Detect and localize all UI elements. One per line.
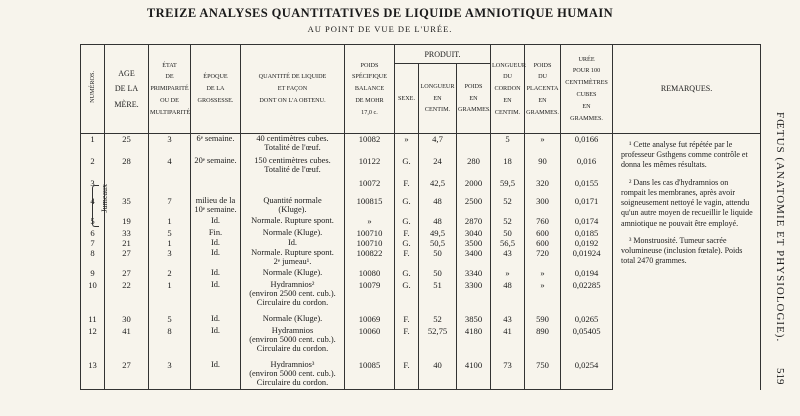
header-line: DE LA <box>206 85 225 93</box>
cell-longueur: 4,7 <box>419 134 457 156</box>
cell-etat <box>149 178 191 196</box>
header-line: DU <box>503 73 512 81</box>
header-line: DE MOHR <box>355 96 384 104</box>
header-line: QUANTITÉ DE LIQUIDE <box>258 73 327 81</box>
cell-poids: 10082 <box>345 134 395 156</box>
header-line: EN <box>469 94 478 102</box>
cell-sexe: G. <box>395 268 419 280</box>
cell-num: 1 <box>81 134 105 156</box>
cell-poids-gr: 3500 <box>457 238 491 248</box>
header-etat <box>149 45 191 134</box>
cell-etat: 3 <box>149 360 191 390</box>
cell-poids: 10122 <box>345 156 395 178</box>
cell-cordon: 52 <box>491 216 525 228</box>
cell-placenta: 890 <box>525 326 561 360</box>
remark-note: ¹ Cette analyse fut répétée par le professeur Gsthgens comme contrôle et donna les mêmes résultats. <box>621 140 748 170</box>
header-line: DE <box>165 73 174 81</box>
cell-poids: » <box>345 216 395 228</box>
header-line: LONGUEUR <box>492 61 527 69</box>
header-line: AGE <box>118 69 135 79</box>
cell-age: 28 <box>105 156 149 178</box>
cell-epoque: Fin. <box>191 228 241 238</box>
cell-quantite: Quantité normale (Kluge). <box>241 196 345 216</box>
cell-cordon: » <box>491 268 525 280</box>
cell-poids-gr: 3400 <box>457 248 491 268</box>
cell-cordon: 43 <box>491 314 525 326</box>
cell-etat: 1 <box>149 238 191 248</box>
header-quantite <box>241 45 345 134</box>
table-body <box>81 134 761 390</box>
cell-uree: 0,02285 <box>561 280 613 314</box>
header-line: POIDS <box>533 61 552 69</box>
cell-quantite: 40 centimètres cubes. Totalité de l'œuf. <box>241 134 345 156</box>
cell-poids-gr: 4100 <box>457 360 491 390</box>
cell-longueur: 40 <box>419 360 457 390</box>
header-poids <box>345 45 395 134</box>
cell-cordon: 41 <box>491 326 525 360</box>
cell-sexe: F. <box>395 314 419 326</box>
twins-label: Jumeaux <box>100 184 109 213</box>
header-line: ÉTAT <box>162 61 177 69</box>
cell-sexe: G. <box>395 238 419 248</box>
cell-sexe: F. <box>395 248 419 268</box>
cell-cordon: 59,5 <box>491 178 525 196</box>
cell-placenta: 90 <box>525 156 561 178</box>
cell-epoque: milieu de la 10ᵉ semaine. <box>191 196 241 216</box>
cell-age: 22 <box>105 280 149 314</box>
cell-longueur: 51 <box>419 280 457 314</box>
cell-uree: 0,0185 <box>561 228 613 238</box>
header-cordon <box>491 45 525 134</box>
cell-poids: 10080 <box>345 268 395 280</box>
header-line: GRAMMES. <box>570 114 603 122</box>
cell-age: 41 <box>105 326 149 360</box>
cell-uree: 0,05405 <box>561 326 613 360</box>
cell-cordon: 43 <box>491 248 525 268</box>
cell-longueur: 52 <box>419 314 457 326</box>
header-line: LONGUEUR <box>420 82 455 90</box>
title-block <box>60 6 700 34</box>
header-line: PLACENTA <box>526 85 559 93</box>
cell-epoque: Id. <box>191 314 241 326</box>
cell-quantite: Hydramnios³ (environ 5000 cent. cub.). Circulaire du cordon. <box>241 360 345 390</box>
cell-uree: 0,0192 <box>561 238 613 248</box>
page-number: 519 <box>774 368 786 385</box>
header-line: CENTIMÈTRES <box>565 79 608 87</box>
header-produit: PRODUIT. <box>395 45 491 64</box>
cell-age: 27 <box>105 360 149 390</box>
header-line: DE LA MÈRE. <box>114 84 139 109</box>
cell-etat: 1 <box>149 216 191 228</box>
cell-cordon: 18 <box>491 156 525 178</box>
cell-etat: 3 <box>149 248 191 268</box>
cell-age: 25 <box>105 134 149 156</box>
cell-epoque: Id. <box>191 248 241 268</box>
cell-uree: 0,0254 <box>561 360 613 390</box>
cell-poids-gr: 3300 <box>457 280 491 314</box>
cell-uree: 0,0194 <box>561 268 613 280</box>
cell-sexe: F. <box>395 228 419 238</box>
cell-longueur: 48 <box>419 216 457 228</box>
cell-etat: 8 <box>149 326 191 360</box>
cell-placenta: 590 <box>525 314 561 326</box>
cell-cordon: 50 <box>491 228 525 238</box>
cell-etat: 1 <box>149 280 191 314</box>
table-row <box>81 134 761 156</box>
cell-epoque: Id. <box>191 360 241 390</box>
cell-poids: 10085 <box>345 360 395 390</box>
cell-longueur: 42,5 <box>419 178 457 196</box>
cell-poids: 100822 <box>345 248 395 268</box>
cell-quantite <box>241 178 345 196</box>
cell-poids-gr: 2500 <box>457 196 491 216</box>
cell-age: 21 <box>105 238 149 248</box>
cell-uree: 0,0166 <box>561 134 613 156</box>
cell-poids: 100815 <box>345 196 395 216</box>
header-line: BALANCE <box>354 85 385 93</box>
cell-epoque: Id. <box>191 216 241 228</box>
cell-epoque <box>191 178 241 196</box>
cell-num: 2 <box>81 156 105 178</box>
cell-cordon: 48 <box>491 280 525 314</box>
header-line: MULTIPARITÉ <box>150 108 191 116</box>
cell-age: 33 <box>105 228 149 238</box>
cell-etat: 5 <box>149 314 191 326</box>
cell-poids: 10069 <box>345 314 395 326</box>
cell-quantite: Normale (Kluge). <box>241 268 345 280</box>
cell-quantite: Normale. Rupture spont. <box>241 216 345 228</box>
header-line: ET FAÇON <box>277 85 308 93</box>
cell-poids-gr: 4180 <box>457 326 491 360</box>
header-age <box>105 45 149 134</box>
cell-num: 12 <box>81 326 105 360</box>
table-title: TREIZE ANALYSES QUANTITATIVES DE LIQUIDE AMNIOTIQUE HUMAIN <box>146 6 614 20</box>
cell-num: 11 <box>81 314 105 326</box>
cell-placenta: 320 <box>525 178 561 196</box>
cell-poids-gr: 2000 <box>457 178 491 196</box>
header-uree <box>561 45 613 134</box>
header-line: GRAMMES. <box>458 106 491 114</box>
cell-age: 30 <box>105 314 149 326</box>
header-longueur <box>419 64 457 134</box>
cell-poids-gr: 3850 <box>457 314 491 326</box>
header-line: EN <box>582 102 591 110</box>
table-subtitle: AU POINT DE VUE DE L'URÉE. <box>307 24 453 34</box>
cell-uree: 0,0155 <box>561 178 613 196</box>
analysis-table <box>80 44 761 390</box>
cell-poids-gr: 2870 <box>457 216 491 228</box>
cell-poids-gr: 3040 <box>457 228 491 238</box>
cell-poids: 10079 <box>345 280 395 314</box>
header-line: EN <box>503 96 512 104</box>
cell-longueur: 52,75 <box>419 326 457 360</box>
header-line: CENTIM. <box>494 108 521 116</box>
cell-age <box>105 178 149 196</box>
cell-quantite: Hydramnios² (environ 2500 cent. cub.). Circulaire du cordon. <box>241 280 345 314</box>
cell-age: 35 <box>105 196 149 216</box>
header-line: CUBES <box>576 91 597 98</box>
header-sexe: SEXE. <box>395 64 419 134</box>
cell-cordon: 73 <box>491 360 525 390</box>
cell-longueur: 50,5 <box>419 238 457 248</box>
header-line: SPÉCIFIQUE <box>351 73 388 81</box>
header-poids-grammes <box>457 64 491 134</box>
header-line: 17,0 c. <box>361 108 378 116</box>
cell-uree: 0,0171 <box>561 196 613 216</box>
header-line: URÉE <box>578 55 595 63</box>
remarks-cell <box>613 134 761 390</box>
cell-longueur: 48 <box>419 196 457 216</box>
cell-sexe: F. <box>395 360 419 390</box>
cell-etat: 3 <box>149 134 191 156</box>
cell-age: 27 <box>105 268 149 280</box>
cell-quantite: Normale. Rupture spont. 2ᵉ jumeau¹. <box>241 248 345 268</box>
header-epoque <box>191 45 241 134</box>
twins-brace <box>92 185 99 227</box>
cell-quantite: Normale (Kluge). <box>241 228 345 238</box>
cell-quantite: 150 centimètres cubes. Totalité de l'œuf. <box>241 156 345 178</box>
cell-cordon: 56,5 <box>491 238 525 248</box>
cell-num: 10 <box>81 280 105 314</box>
cell-poids: 10060 <box>345 326 395 360</box>
header-line: GRAMMES. <box>526 108 559 116</box>
cell-quantite: Id. <box>241 238 345 248</box>
cell-etat: 5 <box>149 228 191 238</box>
header-line: CENTIM. <box>424 106 451 114</box>
cell-epoque: 6ᵉ semaine. <box>191 134 241 156</box>
remark-note: ³ Monstruosité. Tumeur sacrée volumineuse (inclusion fœtale). Poids total 2470 grammes. <box>621 235 743 266</box>
header-placenta <box>525 45 561 134</box>
cell-num: 8 <box>81 248 105 268</box>
header-line: OU DE <box>160 96 179 104</box>
cell-cordon: 52 <box>491 196 525 216</box>
cell-placenta: 750 <box>525 360 561 390</box>
header-line: POIDS <box>464 82 483 90</box>
cell-sexe: F. <box>395 178 419 196</box>
cell-quantite: Hydramnios (environ 5000 cent. cub.). Circulaire du cordon. <box>241 326 345 360</box>
cell-age: 19 <box>105 216 149 228</box>
cell-sexe: G. <box>395 216 419 228</box>
cell-num: 13 <box>81 360 105 390</box>
cell-epoque: Id. <box>191 326 241 360</box>
cell-placenta: » <box>525 268 561 280</box>
cell-quantite: Normale (Kluge). <box>241 314 345 326</box>
cell-sexe: G. <box>395 280 419 314</box>
cell-etat: 4 <box>149 156 191 178</box>
cell-etat: 7 <box>149 196 191 216</box>
header-line: POUR 100 <box>572 67 601 75</box>
cell-longueur: 50 <box>419 268 457 280</box>
header-numeros: NUMÉROS. <box>81 45 105 134</box>
cell-etat: 2 <box>149 268 191 280</box>
cell-uree: 0,0174 <box>561 216 613 228</box>
cell-num: 4 <box>81 196 105 216</box>
running-header: FŒTUS (ANATOMIE ET PHYSIOLOGIE). <box>774 112 786 343</box>
cell-uree: 0,0265 <box>561 314 613 326</box>
cell-longueur: 50 <box>419 248 457 268</box>
cell-uree: 0,016 <box>561 156 613 178</box>
header-line: PRIMIPARITÉ <box>150 85 189 93</box>
cell-poids-gr: 280 <box>457 156 491 178</box>
cell-sexe: G. <box>395 196 419 216</box>
cell-num: 9 <box>81 268 105 280</box>
header-line: ÉPOQUE <box>203 73 228 81</box>
cell-sexe: G. <box>395 156 419 178</box>
cell-placenta: 760 <box>525 216 561 228</box>
cell-epoque: 20ᵉ semaine. <box>191 156 241 178</box>
cell-placenta: 600 <box>525 228 561 238</box>
header-line: CORDON <box>494 85 521 93</box>
cell-placenta: 300 <box>525 196 561 216</box>
header-line: DONT ON L'A OBTENU. <box>259 96 326 104</box>
header-remarques: REMARQUES. <box>613 45 761 134</box>
header-line: DU <box>538 73 547 81</box>
cell-num: 6 <box>81 228 105 238</box>
cell-age: 27 <box>105 248 149 268</box>
cell-longueur: 24 <box>419 156 457 178</box>
header-line: POIDS <box>360 61 379 69</box>
cell-poids: 100710 <box>345 238 395 248</box>
cell-placenta: 600 <box>525 238 561 248</box>
cell-placenta: » <box>525 134 561 156</box>
remark-note: ² Dans les cas d'hydramnios on rompait les membranes, après avoir soigneusement nettoyé le vagin, attendu qu'un autre moyen de recueillir le liquide amniotique ne pouvait être employé. <box>621 177 753 228</box>
header-line: GROSSESSE. <box>197 96 234 104</box>
cell-num: 3 <box>81 178 105 196</box>
cell-uree: 0,01924 <box>561 248 613 268</box>
cell-placenta: » <box>525 280 561 314</box>
cell-sexe: F. <box>395 326 419 360</box>
cell-poids: 100710 <box>345 228 395 238</box>
cell-placenta: 720 <box>525 248 561 268</box>
cell-num: 5 <box>81 216 105 228</box>
cell-cordon: 5 <box>491 134 525 156</box>
cell-epoque: Id. <box>191 238 241 248</box>
cell-sexe: » <box>395 134 419 156</box>
cell-epoque: Id. <box>191 268 241 280</box>
cell-poids: 10072 <box>345 178 395 196</box>
header-line: EN <box>433 94 442 102</box>
cell-longueur: 49,5 <box>419 228 457 238</box>
header-row <box>81 45 761 64</box>
cell-epoque: Id. <box>191 280 241 314</box>
cell-num: 7 <box>81 238 105 248</box>
cell-poids-gr: 3340 <box>457 268 491 280</box>
cell-poids-gr <box>457 134 491 156</box>
header-line: EN <box>538 96 547 104</box>
